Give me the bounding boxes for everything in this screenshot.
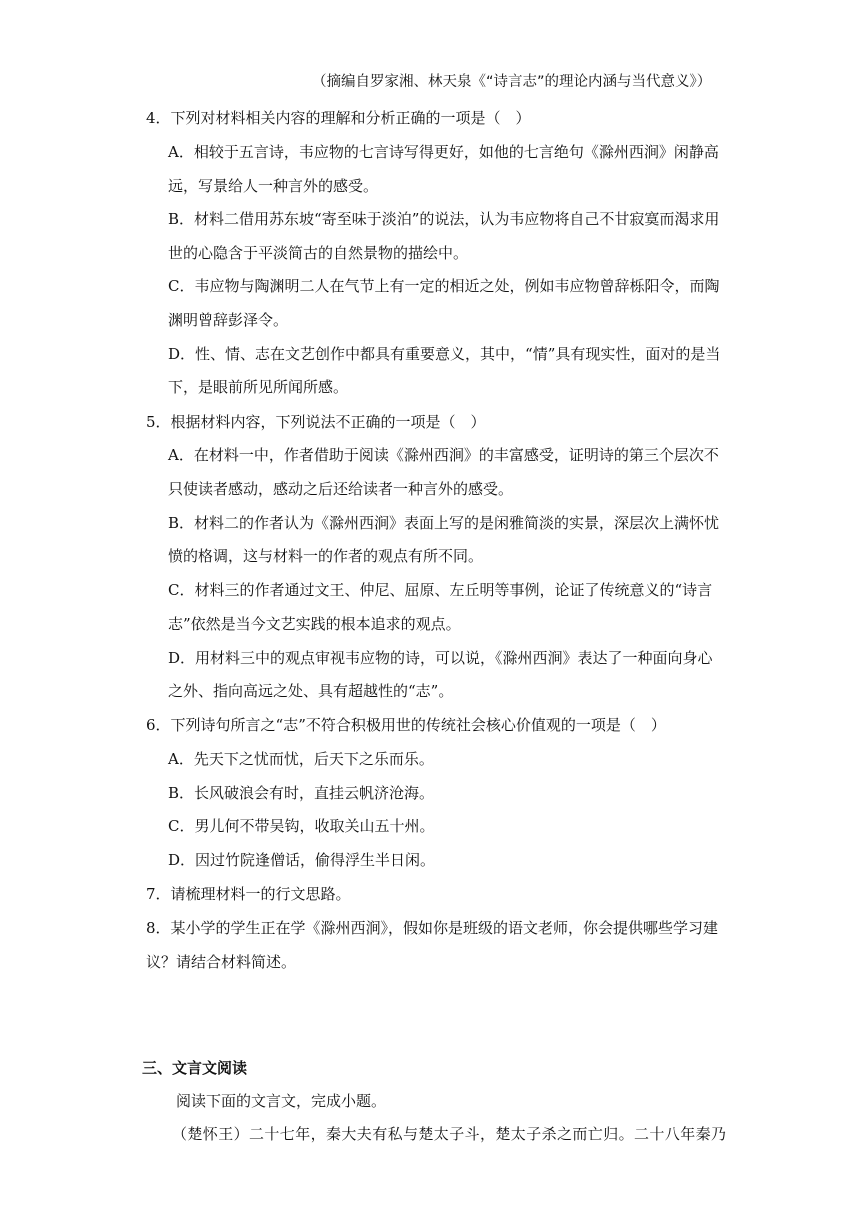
question-stem: 5．根据材料内容，下列说法不正确的一项是（ ）	[146, 413, 486, 431]
option-d-cont: 下，是眼前所见所闻所感。	[168, 378, 349, 396]
option-d: D．性、情、志在文艺创作中都具有重要意义，其中，“情”具有现实性，面对的是当	[168, 345, 721, 363]
question-stem-cont: 议？请结合材料简述。	[146, 953, 297, 971]
option-d-cont: 之外、指向高远之处、具有超越性的“志”。	[168, 682, 454, 700]
question-stem: 4．下列对材料相关内容的理解和分析正确的一项是（ ）	[146, 109, 531, 127]
option-b: B．材料二借用苏东坡“寄至味于淡泊”的说法，认为韦应物将自己不甘寂寞而渴求用	[168, 210, 720, 228]
option-a-cont: 远，写景给人一种言外的感受。	[168, 177, 379, 195]
section-instructions: 阅读下面的文言文，完成小题。	[176, 1092, 387, 1110]
option-a: A．在材料一中，作者借助于阅读《滁州西涧》的丰富感受，证明诗的第三个层次不	[168, 446, 719, 464]
option-b-cont: 世的心隐含于平淡简古的自然景物的描绘中。	[168, 244, 469, 262]
option-a-cont: 只使读者感动，感动之后还给读者一种言外的感受。	[168, 480, 514, 498]
section-title: 三、文言文阅读	[142, 1059, 248, 1077]
option-b: B．材料二的作者认为《滁州西涧》表面上写的是闲雅简淡的实景，深层次上满怀忧	[168, 514, 720, 532]
option-c: C．材料三的作者通过文王、仲尼、屈原、左丘明等事例，论证了传统意义的“诗言	[168, 581, 713, 599]
option-c: C．韦应物与陶渊明二人在气节上有一定的相近之处，例如韦应物曾辞栎阳令，而陶	[168, 277, 720, 295]
option-a: A．先天下之忧而忧，后天下之乐而乐。	[168, 750, 434, 768]
option-d: D．用材料三中的观点审视韦应物的诗，可以说，《滁州西涧》表达了一种面向身心	[168, 649, 713, 667]
question-stem: 8．某小学的学生正在学《滁州西涧》，假如你是班级的语文老师，你会提供哪些学习建	[146, 919, 719, 937]
question-7: 7．请梳理材料一的行文思路。	[146, 885, 351, 903]
option-b: B．长风破浪会有时，直挂云帆济沧海。	[168, 784, 435, 802]
option-d: D．因过竹院逢僧话，偷得浮生半日闲。	[168, 851, 436, 869]
question-stem: 6．下列诗句所言之“志”不符合积极用世的传统社会核心价值观的一项是（ ）	[146, 716, 666, 734]
passage-text: （楚怀王）二十七年，秦大夫有私与楚太子斗，楚太子杀之而亡归。二十八年秦乃	[172, 1125, 727, 1143]
source-citation: （摘编自罗家湘、林天泉《“诗言志”的理论内涵与当代意义》）	[312, 74, 712, 90]
option-c-cont: 志”依然是当今文艺实践的根本追求的观点。	[168, 615, 461, 633]
option-c-cont: 渊明曾辞彭泽令。	[168, 311, 289, 329]
option-b-cont: 愤的格调，这与材料一的作者的观点有所不同。	[168, 547, 484, 565]
option-a: A．相较于五言诗，韦应物的七言诗写得更好，如他的七言绝句《滁州西涧》闲静高	[168, 143, 719, 161]
option-c: C．男儿何不带吴钩，收取关山五十州。	[168, 817, 435, 835]
